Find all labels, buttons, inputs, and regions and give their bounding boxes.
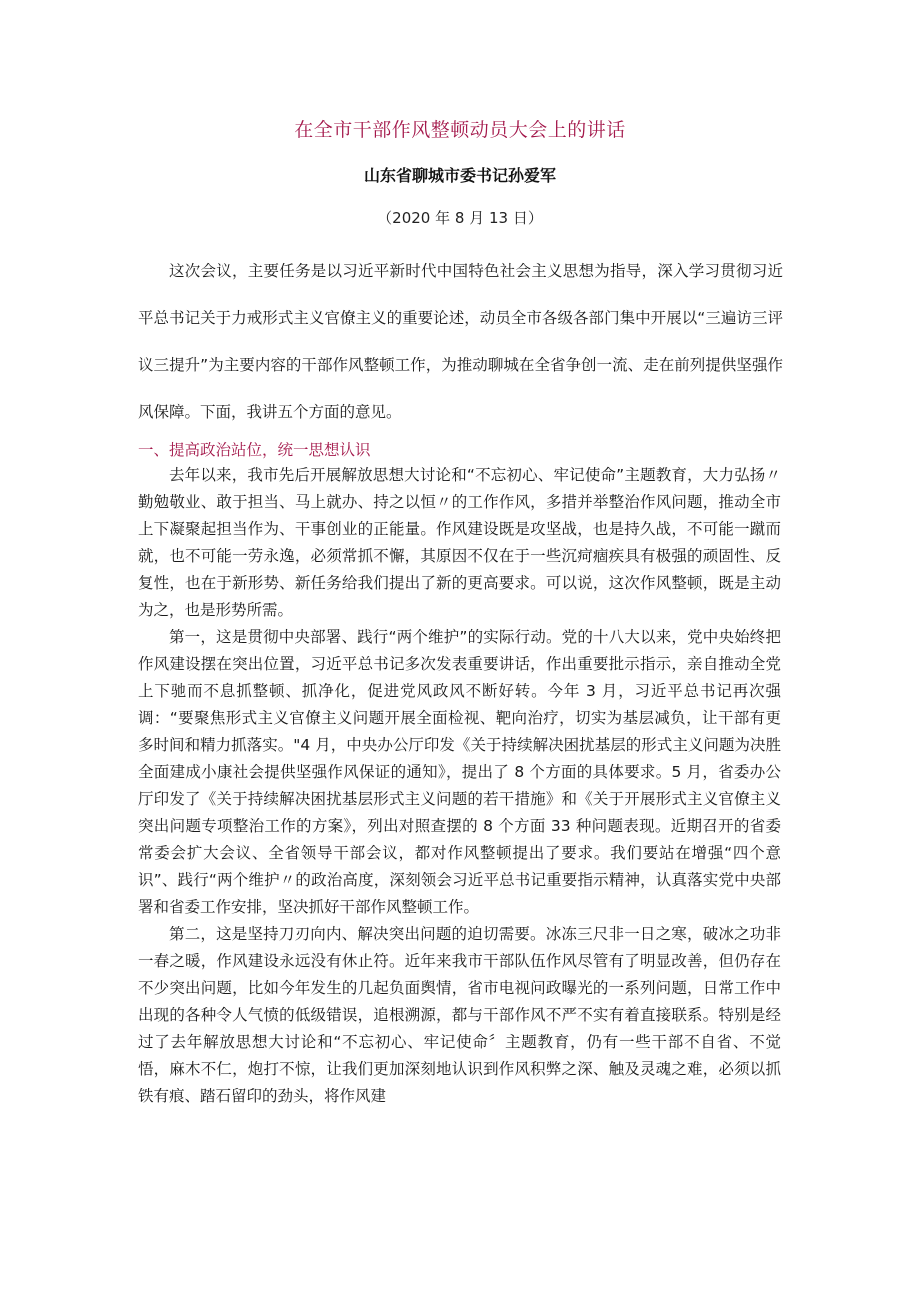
document-title: 在全市干部作风整顿动员大会上的讲话 [294, 119, 626, 141]
document-author: 山东省聊城市委书记孙爱军 [363, 166, 556, 185]
section-heading: 一、提高政治站位，统一思想认识 [138, 441, 371, 459]
body-text [138, 462, 781, 1110]
intro-paragraph: 这次会议，主要任务是以习近平新时代中国特色社会主义思想为指导，深入学习贯彻习近平总书记关于力戒形式主义官僚主义的重要论述，动员全市各级各部门集中开展以“三遍访三评议三提升”为主要内容的干部作风整顿工作，为推动聊城在全省争创一流、走在前列提供坚强作风保障。下面，我讲五个方面的意见。 [138, 262, 783, 421]
paragraph: 去年以来，我市先后开展解放思想大讨论和“不忘初心、牢记使命”主题教育，大力弘扬〃勤勉敬业、敢于担当、马上就办、持之以恒〃的工作作风，多措并举整治作风问题，推动全市上下凝聚起担当作为、干事创业的正能量。作风建设既是攻坚战，也是持久战，不可能一蹴而就，也不可能一劳永逸，必须常抓不懈，其原因不仅在于一些沉疴痼疾具有极强的顽固性、反复性，也在于新形势、新任务给我们提出了新的更高要求。可以说，这次作风整顿，既是主动为之，也是形势所需。 [138, 466, 781, 619]
paragraph: 第二，这是坚持刀刃向内、解决突出问题的迫切需要。冰冻三尺非一日之寒，破冰之功非一春之暖，作风建设永远没有休止符。近年来我市干部队伍作风尽管有了明显改善，但仍存在不少突出问题，比如今年发生的几起负面舆情，省市电视问政曝光的一系列问题，日常工作中出现的各种令人气愤的低级错误，追根溯源，都与干部作风不严不实有着直接联系。特别是经过了去年解放思想大讨论和“不忘初心、牢记使命〞主题教育，仍有一些干部不自省、不觉悟，麻木不仁，炮打不惊，让我们更加深刻地认识到作风积弊之深、触及灵魂之难，必须以抓铁有痕、踏石留印的劲头，将作风建 [138, 925, 781, 1105]
paragraph: 第一，这是贯彻中央部署、践行“两个维护”的实际行动。党的十八大以来，党中央始终把作风建设摆在突出位置，习近平总书记多次发表重要讲话，作出重要批示指示，亲自推动全党上下驰而不息抓整顿、抓净化，促进党风政风不断好转。今年 3 月，习近平总书记再次强调：“要聚焦形式主义官僚主义问题开展全面检视、靶向治疗，切实为基层减负，让干部有更多时间和精力抓落实。"4 月，中央办公厅印发《关于持续解决困扰基层的形式主义问题为决胜全面建成小康社会提供坚强作风保证的通知》，提出了 8 个方面的具体要求。5 月，省委办公厅印发了《关于持续解决困扰基层形式主义问题的若干措施》和《关于开展形式主义官僚主义突出问题专项整治工作的方案》，列出对照查摆的 8 个方面 33 种问题表现。近期召开的省委常委会扩大会议、全省领导干部会议，都对作风整顿提出了要求。我们要站在增强“四个意识”、践行“两个维护〃的政治高度，深刻领会习近平总书记重要指示精神，认真落实党中央部署和省委工作安排，坚决抓好干部作风整顿工作。 [138, 628, 781, 916]
document-date: （2020 年 8 月 13 日） [377, 209, 543, 227]
